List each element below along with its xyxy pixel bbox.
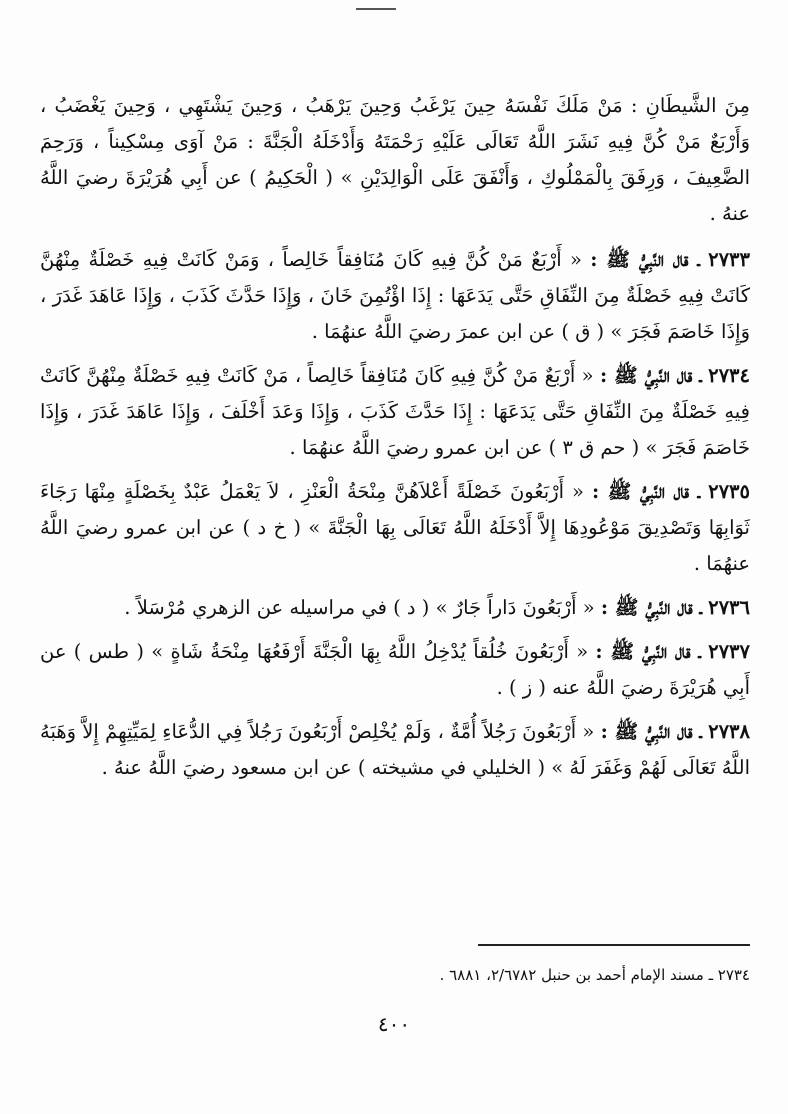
hadith-text: « أَرْبَعُونَ دَاراً جَارٌ » ( د ) في مراسيله عن الزهري مُرْسَلاً . [124,596,595,619]
intro-paragraph: مِنَ الشَّيطَانِ : مَنْ مَلَكَ نَفْسَهُ حِينَ يَرْغَبُ وَحِينَ يَرْهَبُ ، وَحِينَ يَشْتَهِي ، وَحِينَ يَغْضَبُ ، وَأَرْبَعٌ مَنْ كُنَّ فِيهِ نَشَرَ اللَّهُ تَعَالَى عَلَيْهِ رَحْمَتَهُ وَأَدْخَلَهُ الْجَنَّةَ : مَنْ آوَى مِسْكِيناً ، وَرَحِمَ الضَّعِيفَ ، وَرِفَقَ بِالْمَمْلُوكِ ، وَأَنْفَقَ عَلَى الْوَالِدَيْنِ » ( الْحَكِيمُ ) عن أَبِي هُرَيْرَةَ رضيَ اللَّهُ عنهُ . [40,94,750,225]
hadith-2735 [40,474,750,582]
hadith-number: ٢٧٣٦ [708,596,750,619]
hadith-text: « أَرْبَعٌ مَنْ كُنَّ فِيهِ كَانَ مُنَافِقاً خَالِصاً ، وَمَنْ كَانَتْ فِيهِ خَصْلَةٌ مِنْهُنَّ كَانَتْ فِيهِ خَصْلَةٌ مِنَ النِّفَاقِ حَتَّى يَدَعَهَا : إِذَا اؤْتُمِنَ خَانَ ، وَإِذَا حَدَّثَ كَذَبَ ، وَإِذَا عَاهَدَ غَدَرَ ، وَإِذَا خَاصَمَ فَجَرَ » ( ق ) عن ابن عمرَ رضيَ اللَّهُ عنهُمَا . [40,248,750,343]
hadith-2737 [40,634,750,706]
hadith-number: ٢٧٣٧ [708,640,751,663]
hadith-number: ٢٧٣٤ [708,364,751,387]
hadith-number: ٢٧٣٥ [708,480,750,503]
hadith-number: ٢٧٣٣ [708,248,751,271]
page-body [40,88,750,794]
footnote-divider [478,944,750,946]
hadith-2734 [40,358,750,466]
hadith-label: ـ قال النَّبِيُّ ﷺ : [600,596,702,619]
hadith-label: ـ قال النَّبِيُّ ﷺ : [591,480,701,503]
hadith-2736 [40,590,750,626]
hadith-label: ـ قال النَّبِيُّ ﷺ : [599,364,702,387]
hadith-label: ـ قال النَّبِيُّ ﷺ : [595,640,701,663]
hadith-label: ـ قال النَّبِيُّ ﷺ : [590,248,700,271]
hadith-label: ـ قال النَّبِيُّ ﷺ : [600,720,702,743]
hadith-text: « أَرْبَعُونَ رَجُلاً أُمَّةٌ ، وَلَمْ يُخْلِصْ أَرْبَعُونَ رَجُلاً فِي الدُّعَاءِ لِمَيِّتِهِمْ إِلاَّ وَهَبَهُ اللَّهُ تَعَالَى لَهُمْ وَغَفَرَ لَهُ » ( الخليلي في مشيخته ) عن ابن مسعود رضيَ اللَّهُ عنهُ . [40,720,750,779]
hadith-text: « أَرْبَعُونَ خَصْلَةً أَعْلاَهُنَّ مِنْحَةُ الْعَنْزِ ، لاَ يَعْمَلُ عَبْدٌ بِخَصْلَةٍ مِنْهَا رَجَاءَ ثَوَابِهَا وَتَصْدِيقَ مَوْعُودِهَا إِلاَّ أَدْخَلَهُ اللَّهُ تَعَالَى بِهَا الْجَنَّةَ » ( خ د ) عن ابن عمرو رضيَ اللَّهُ عنهُمَا . [40,480,750,575]
hadith-2733 [40,242,750,350]
page-number: ٤٠٠ [377,1012,411,1036]
hadith-number: ٢٧٣٨ [708,720,751,743]
hadith-text: « أَرْبَعٌ مَنْ كُنَّ فِيهِ كَانَ مُنَافِقاً خَالِصاً ، مَنْ كَانَتْ فِيهِ خَصْلَةٌ مِنْهُنَّ كَانَتْ فِيهِ خَصْلَةٌ مِنَ النِّفَاقِ حَتَّى يَدَعَهَا : إِذَا حَدَّثَ كَذَبَ ، وَإِذَا وَعَدَ أَخْلَفَ ، وَإِذَا عَاهَدَ غَدَرَ ، وَإِذَا خَاصَمَ فَجَرَ » ( حم ق ٣ ) عن ابن عمرو رضيَ اللَّهُ عنهُمَا . [40,364,750,459]
header-rule [356,8,396,10]
hadith-2738 [40,714,750,786]
footnote: ٢٧٣٤ ـ مسند الإمام أحمد بن حنبل ٢/٦٧٨٢، ٦٨٨١ . [439,966,750,984]
hadith-text: « أَرْبَعُونَ خُلُقاً يُدْخِلُ اللَّهُ بِهَا الْجَنَّةَ أَرْفَعُهَا مِنْحَةُ شَاةٍ » ( طس ) عن أَبِي هُرَيْرَةَ رضيَ اللَّهُ عنه ( ز ) . [40,640,750,699]
